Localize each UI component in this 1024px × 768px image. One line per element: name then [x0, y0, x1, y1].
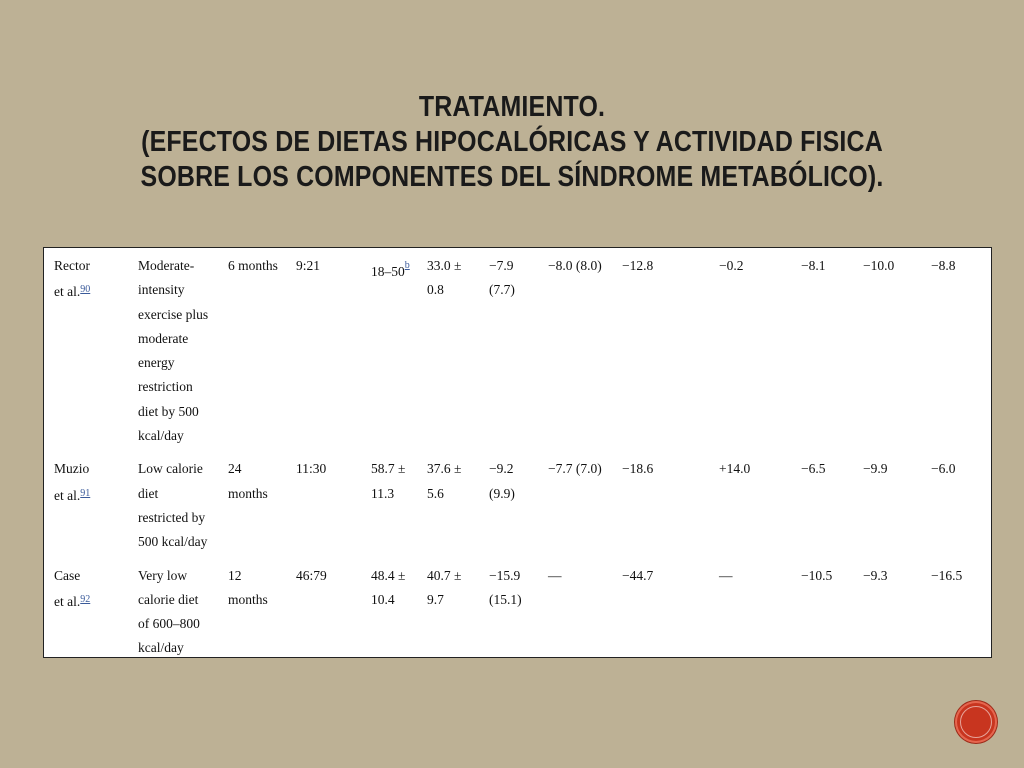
table-row — [49, 564, 976, 658]
intervention-line: exercise plus — [138, 306, 209, 322]
bmi-line: 37.6 ± — [427, 461, 462, 477]
change-cell — [484, 564, 543, 658]
slide-title — [72, 90, 953, 195]
age-cell — [366, 564, 422, 658]
intervention-line: Moderate- — [138, 258, 195, 273]
intervention-cell — [133, 457, 223, 563]
author-etal: et al. — [54, 487, 81, 503]
bmi-cell — [422, 254, 484, 457]
intervention-cell — [133, 564, 223, 658]
change-line: (9.9) — [489, 485, 515, 501]
duration-line: 12 — [228, 567, 242, 583]
footnote-link[interactable]: b — [404, 260, 410, 271]
intervention-line: kcal/day — [138, 640, 184, 656]
change-cell: −9.3 — [863, 567, 888, 583]
results-table — [49, 254, 976, 658]
change-line: −7.9 — [489, 258, 514, 273]
change-cell: −10.5 — [801, 567, 833, 583]
change-cell: −0.2 — [719, 258, 744, 273]
duration-cell — [223, 564, 291, 658]
intervention-line: diet — [138, 485, 159, 501]
change-cell: −8.0 (8.0) — [548, 258, 602, 273]
age-line: 11.3 — [371, 485, 395, 501]
change-line: −9.2 — [489, 461, 514, 477]
intervention-line: intensity — [138, 282, 185, 298]
author-etal: et al. — [54, 284, 81, 300]
change-cell: −8.8 — [931, 258, 956, 273]
intervention-cell — [133, 254, 223, 457]
age-line: 48.4 ± — [371, 567, 406, 583]
intervention-line: diet by 500 — [138, 403, 199, 419]
bmi-cell — [422, 564, 484, 658]
reference-link[interactable]: 91 — [80, 487, 91, 499]
change-cell — [484, 457, 543, 563]
author-cell — [49, 457, 133, 563]
title-line-2: (EFECTOS DE DIETAS HIPOCALÓRICAS Y ACTIVIDAD FISICA — [141, 126, 883, 158]
intervention-line: restriction — [138, 379, 193, 395]
title-line-1: TRATAMIENTO. — [418, 91, 606, 123]
reference-link[interactable]: 92 — [80, 593, 91, 605]
change-cell: — — [719, 567, 733, 583]
bmi-line: 9.7 — [427, 591, 444, 607]
bmi-line: 40.7 ± — [427, 567, 462, 583]
duration-line: months — [228, 591, 268, 607]
results-table-frame — [43, 247, 992, 658]
table-row — [49, 254, 976, 457]
bmi-line: 5.6 — [427, 485, 444, 501]
table-row — [49, 457, 976, 563]
change-cell: −10.0 — [863, 258, 895, 273]
age-cell — [366, 254, 422, 457]
change-cell: — — [548, 567, 562, 583]
button-ring-icon — [960, 706, 992, 738]
author-cell — [49, 564, 133, 658]
duration-line: months — [228, 485, 268, 501]
age-line: 58.7 ± — [371, 461, 406, 477]
intervention-line: calorie diet — [138, 591, 199, 607]
age-value: 18–50 — [371, 264, 405, 279]
intervention-line: of 600–800 — [138, 616, 200, 632]
intervention-line: moderate — [138, 330, 189, 346]
age-line: 10.4 — [371, 591, 395, 607]
duration-line: 24 — [228, 461, 242, 477]
change-cell: −6.0 — [931, 461, 956, 477]
bmi-line: 0.8 — [427, 282, 444, 298]
bmi-line: 33.0 ± — [427, 258, 462, 273]
change-cell: −6.5 — [801, 461, 826, 477]
change-cell: +14.0 — [719, 461, 751, 477]
duration-cell — [223, 254, 291, 457]
intervention-line: energy — [138, 355, 175, 371]
change-cell: −7.7 (7.0) — [548, 461, 602, 477]
change-cell: −44.7 — [622, 567, 654, 583]
intervention-line: Very low — [138, 567, 188, 583]
age-cell — [366, 457, 422, 563]
author-name: Case — [54, 567, 81, 583]
title-line-3: SOBRE LOS COMPONENTES DEL SÍNDROME METABÓLICO). — [140, 161, 884, 193]
next-slide-icon[interactable] — [955, 701, 997, 743]
intervention-line: restricted by — [138, 509, 206, 525]
duration-line: 6 months — [228, 258, 278, 273]
ratio-cell: 46:79 — [296, 567, 327, 583]
ratio-cell: 11:30 — [296, 461, 327, 477]
reference-link[interactable]: 90 — [80, 284, 91, 296]
change-line: (7.7) — [489, 282, 515, 298]
author-name: Muzio — [54, 461, 90, 477]
duration-cell — [223, 457, 291, 563]
intervention-line: kcal/day — [138, 428, 184, 444]
change-cell: −12.8 — [622, 258, 654, 273]
author-etal: et al. — [54, 593, 81, 609]
change-cell: −18.6 — [622, 461, 654, 477]
change-cell — [484, 254, 543, 457]
intervention-line: 500 kcal/day — [138, 534, 208, 550]
author-name: Rector — [54, 258, 90, 273]
bmi-cell — [422, 457, 484, 563]
author-cell — [49, 254, 133, 457]
ratio-cell: 9:21 — [296, 258, 321, 273]
change-line: (15.1) — [489, 591, 522, 607]
change-cell: −8.1 — [801, 258, 826, 273]
intervention-line: Low calorie — [138, 461, 203, 477]
change-cell: −9.9 — [863, 461, 888, 477]
change-cell: −16.5 — [931, 567, 963, 583]
change-line: −15.9 — [489, 567, 521, 583]
